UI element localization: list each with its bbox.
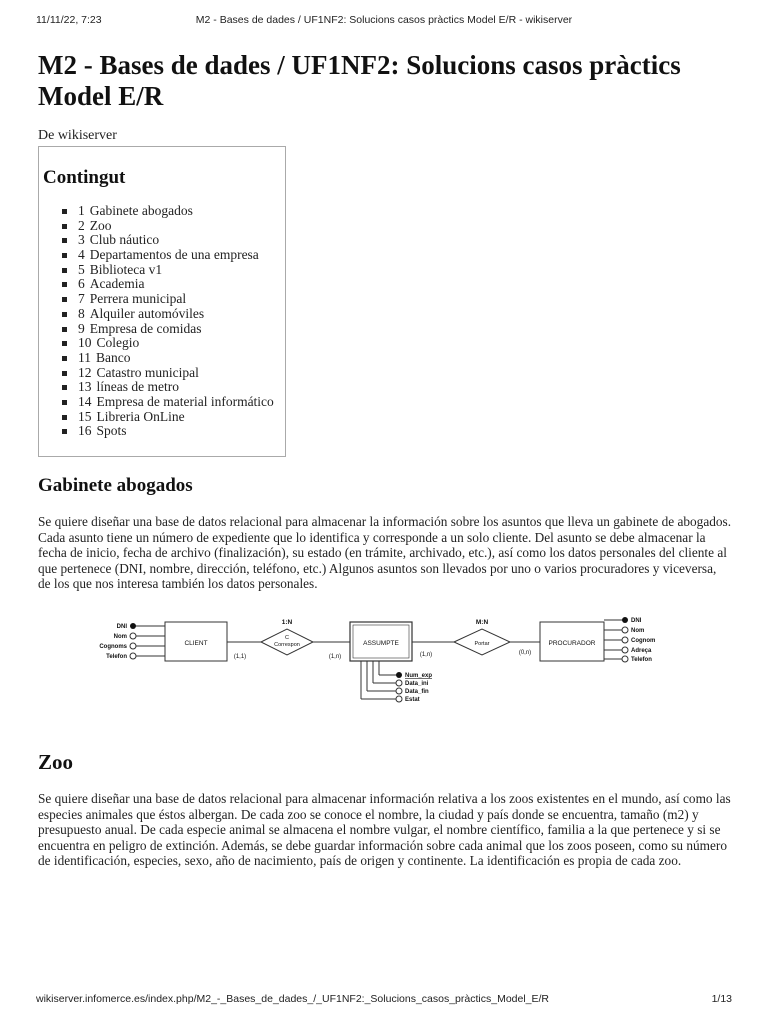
bullet-icon [62,282,67,287]
toc-item[interactable]: 1 Gabinete abogados [61,204,274,219]
entity-client-label: CLIENT [184,640,208,647]
toc-item[interactable]: 8 Alquiler automóviles [61,307,274,322]
participation-client: (1,1) [233,654,247,660]
procurador-attr-label: Adreça [631,648,652,654]
er-diagram [85,612,685,707]
attr-dot [622,637,628,643]
bullet-icon [62,297,67,302]
assumpte-attr-label: Estat [405,697,420,703]
client-attr-label: Telefon [106,654,127,660]
toc-item[interactable]: 16 Spots [61,424,274,439]
bullet-icon [62,224,67,229]
bullet-icon [62,209,67,214]
toc-heading: Contingut [43,167,126,188]
bullet-icon [62,371,67,376]
participation-assumpte-right: (1,n) [419,652,433,658]
bullet-icon [62,415,67,420]
assumpte-attr-label: Num_exp [405,673,433,679]
attr-dot [396,680,402,686]
attr-dot [130,653,136,659]
bullet-icon [62,268,67,273]
procurador-attr-label: Nom [631,628,645,634]
procurador-attr-label: DNI [631,618,642,624]
attr-dot [622,647,628,653]
toc-item[interactable]: 6 Academia [61,277,274,292]
attr-dot [396,696,402,702]
assumpte-attr-label: Data_fin [405,689,429,695]
attr-dot [130,643,136,649]
participation-procurador: (0,n) [518,650,532,656]
bullet-icon [62,400,67,405]
table-of-contents [38,146,286,457]
attr-key-dot [622,617,628,623]
client-attributes [133,626,165,656]
bullet-icon [62,385,67,390]
assumpte-attr-label: Data_ini [405,681,429,687]
toc-item[interactable]: 2 Zoo [61,219,274,234]
bullet-icon [62,253,67,258]
print-datetime: 11/11/22, 7:23 [36,14,102,26]
procurador-attributes [604,620,623,659]
assumpte-attributes [361,661,397,699]
attr-dot [622,656,628,662]
toc-item[interactable]: 3 Club náutico [61,233,274,248]
print-header [0,14,768,28]
entity-assumpte-label: ASSUMPTE [363,640,399,647]
toc-list [61,204,274,439]
bullet-icon [62,327,67,332]
site-sub: De wikiserver [38,128,117,143]
client-attr-label: Nom [113,634,127,640]
toc-item[interactable]: 7 Perrera municipal [61,292,274,307]
print-url: wikiserver.infomerce.es/index.php/M2_-_Bases_de_dades_/_UF1NF2:_Solucions_casos_pràctics_Model_E/R [36,993,550,1005]
toc-item[interactable]: 11 Banco [61,351,274,366]
section-heading-zoo: Zoo [38,750,74,774]
attr-dot [130,633,136,639]
procurador-attr-label: Telefon [631,657,652,663]
procurador-attr-label: Cognom [631,638,656,644]
bullet-icon [62,429,67,434]
toc-item[interactable]: 10 Colegio [61,336,274,351]
attr-dot [622,627,628,633]
bullet-icon [62,312,67,317]
toc-item[interactable]: 5 Biblioteca v1 [61,263,274,278]
entity-procurador-label: PROCURADOR [548,640,596,647]
attr-dot [396,688,402,694]
relationship-correspon-card: 1:N [281,619,293,626]
participation-assumpte-left: (1,n) [328,654,342,660]
relationship-correspon-label: Correspon [274,642,300,648]
bullet-icon [62,238,67,243]
print-page-number: 1/13 [711,993,732,1005]
relationship-portar-label: Portar [474,641,490,647]
toc-item[interactable]: 12 Catastro municipal [61,366,274,381]
bullet-icon [62,341,67,346]
section-text-gabinete: Se quiere diseñar una base de datos relacional para almacenar la información sobre los asuntos que lleva un gabinete de abogados. Cada asunto tiene un número de expediente que lo identifica y corresponde a un solo cliente. Del asunto se debe almacenar la fecha de inicio, fecha de archivo (finalización), su estado (en trámite, archivado, etc.), así como los datos personales del cliente al que pertenece (DNI, nombre, dirección, teléfono, etc.) Algunos asuntos son llevados por uno o varios procuradores y viceversa, de los que nos interesa también los datos personales. [38,514,732,591]
toc-item[interactable]: 4 Departamentos de una empresa [61,248,274,263]
bullet-icon [62,356,67,361]
section-heading-gabinete: Gabinete abogados [38,475,193,496]
client-attr-label: Cognoms [99,644,127,650]
attr-key-dot [396,672,402,678]
toc-item[interactable]: 9 Empresa de comidas [61,322,274,337]
attr-key-dot [130,623,136,629]
toc-item[interactable]: 13 líneas de metro [61,380,274,395]
toc-item[interactable]: 15 Libreria OnLine [61,410,274,425]
page-title-line1: M2 - Bases de dades / UF1NF2: Solucions casos pràctics [38,50,681,80]
page-title [38,50,738,112]
page-title-line2: Model E/R [38,81,164,111]
section-text-zoo: Se quiere diseñar una base de datos relacional para almacenar información relativa a los zoos existentes en el mundo, así como las especies animales que éstos albergan. De cada zoo se conoce el nombre, la ciudad y país donde se encuentra, tamaño (m2) y presupuesto anual. De cada especie animal se almacena el nombre vulgar, el nombre científico, familia a la que pertenece y si se encuentra en peligro de extinción. Además, se debe guardar información sobre cada animal que los zoos poseen, como su número de identificación, especies, sexo, año de nacimiento, país de origen y continente. La identificación es propia de cada zoo. [38,791,731,868]
relationship-cardinal: C [285,635,289,641]
client-attr-label: DNI [116,624,127,630]
print-title: M2 - Bases de dades / UF1NF2: Solucions casos pràctics Model E/R - wikiserver [195,14,573,26]
toc-item[interactable]: 14 Empresa de material informático [61,395,274,410]
relationship-portar-card: M:N [475,619,489,626]
